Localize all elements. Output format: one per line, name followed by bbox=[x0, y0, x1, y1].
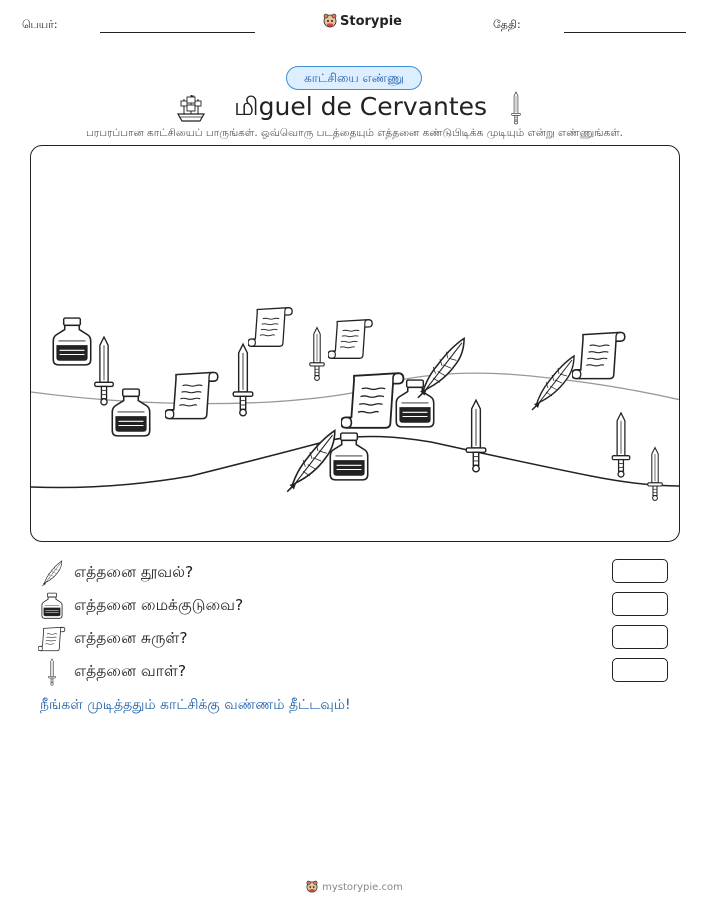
name-label: பெயர்: bbox=[22, 18, 58, 31]
scroll-icon bbox=[38, 625, 66, 653]
footer-site[interactable]: mystorypie.com bbox=[322, 881, 403, 893]
scroll-icon bbox=[328, 320, 372, 359]
sword-icon bbox=[38, 658, 66, 686]
brand-name: Storypie bbox=[340, 13, 402, 29]
question-row-inkwell bbox=[38, 591, 678, 621]
date-line[interactable] bbox=[564, 32, 686, 33]
sword-icon bbox=[648, 448, 662, 501]
answer-box[interactable] bbox=[612, 559, 668, 583]
page-title: மிguel de Cervantes bbox=[234, 92, 488, 121]
question-row-scroll bbox=[38, 624, 678, 654]
instructions: பரபரப்பான காட்சியைப் பாருங்கள். ஒவ்வொரு படத்தையும் எத்தனை கண்டுபிடிக்க முடியும் என்று எண்ணுங்கள். bbox=[85, 127, 624, 139]
question-text: எத்தனை சுருள்? bbox=[74, 629, 188, 647]
inkwell-icon bbox=[330, 433, 367, 480]
quill-icon bbox=[287, 431, 335, 492]
page-footer bbox=[0, 880, 709, 894]
quill-icon bbox=[38, 559, 66, 587]
coloring-note: நீங்கள் முடித்ததும் காட்சிக்கு வண்ணம் தீட்டவும்! bbox=[40, 697, 351, 713]
counting-scene bbox=[30, 145, 680, 542]
name-line[interactable] bbox=[100, 32, 255, 33]
brand-logo bbox=[323, 13, 402, 29]
quill-icon bbox=[532, 356, 574, 410]
sword-icon bbox=[310, 328, 324, 381]
inkwell-icon bbox=[53, 318, 90, 365]
answer-box[interactable] bbox=[612, 658, 668, 682]
sword-icon bbox=[233, 344, 253, 416]
scroll-icon bbox=[572, 332, 625, 378]
inkwell-icon bbox=[112, 389, 149, 436]
sword-icon bbox=[612, 413, 629, 477]
question-text: எத்தனை வாள்? bbox=[74, 662, 187, 680]
date-label: தேதி: bbox=[493, 18, 521, 31]
scroll-icon bbox=[341, 373, 403, 428]
sword-icon bbox=[95, 337, 114, 405]
question-row-quill bbox=[38, 558, 678, 588]
question-text: எத்தனை தூவல்? bbox=[74, 563, 194, 581]
quill-icon bbox=[418, 338, 464, 397]
question-row-sword bbox=[38, 657, 678, 687]
scroll-icon bbox=[248, 308, 292, 347]
answer-box[interactable] bbox=[612, 592, 668, 616]
ship-icon bbox=[175, 92, 207, 124]
scene-illustration bbox=[31, 146, 680, 542]
storypie-mascot-icon bbox=[323, 13, 337, 29]
sword-icon bbox=[466, 400, 486, 472]
activity-badge: காட்சியை எண்ணு bbox=[286, 66, 422, 90]
sword-icon bbox=[509, 91, 523, 125]
inkwell-icon bbox=[38, 592, 66, 620]
scroll-icon bbox=[165, 372, 218, 418]
answer-box[interactable] bbox=[612, 625, 668, 649]
storypie-mascot-icon bbox=[306, 880, 318, 894]
question-text: எத்தனை மைக்குடுவை? bbox=[74, 596, 244, 614]
